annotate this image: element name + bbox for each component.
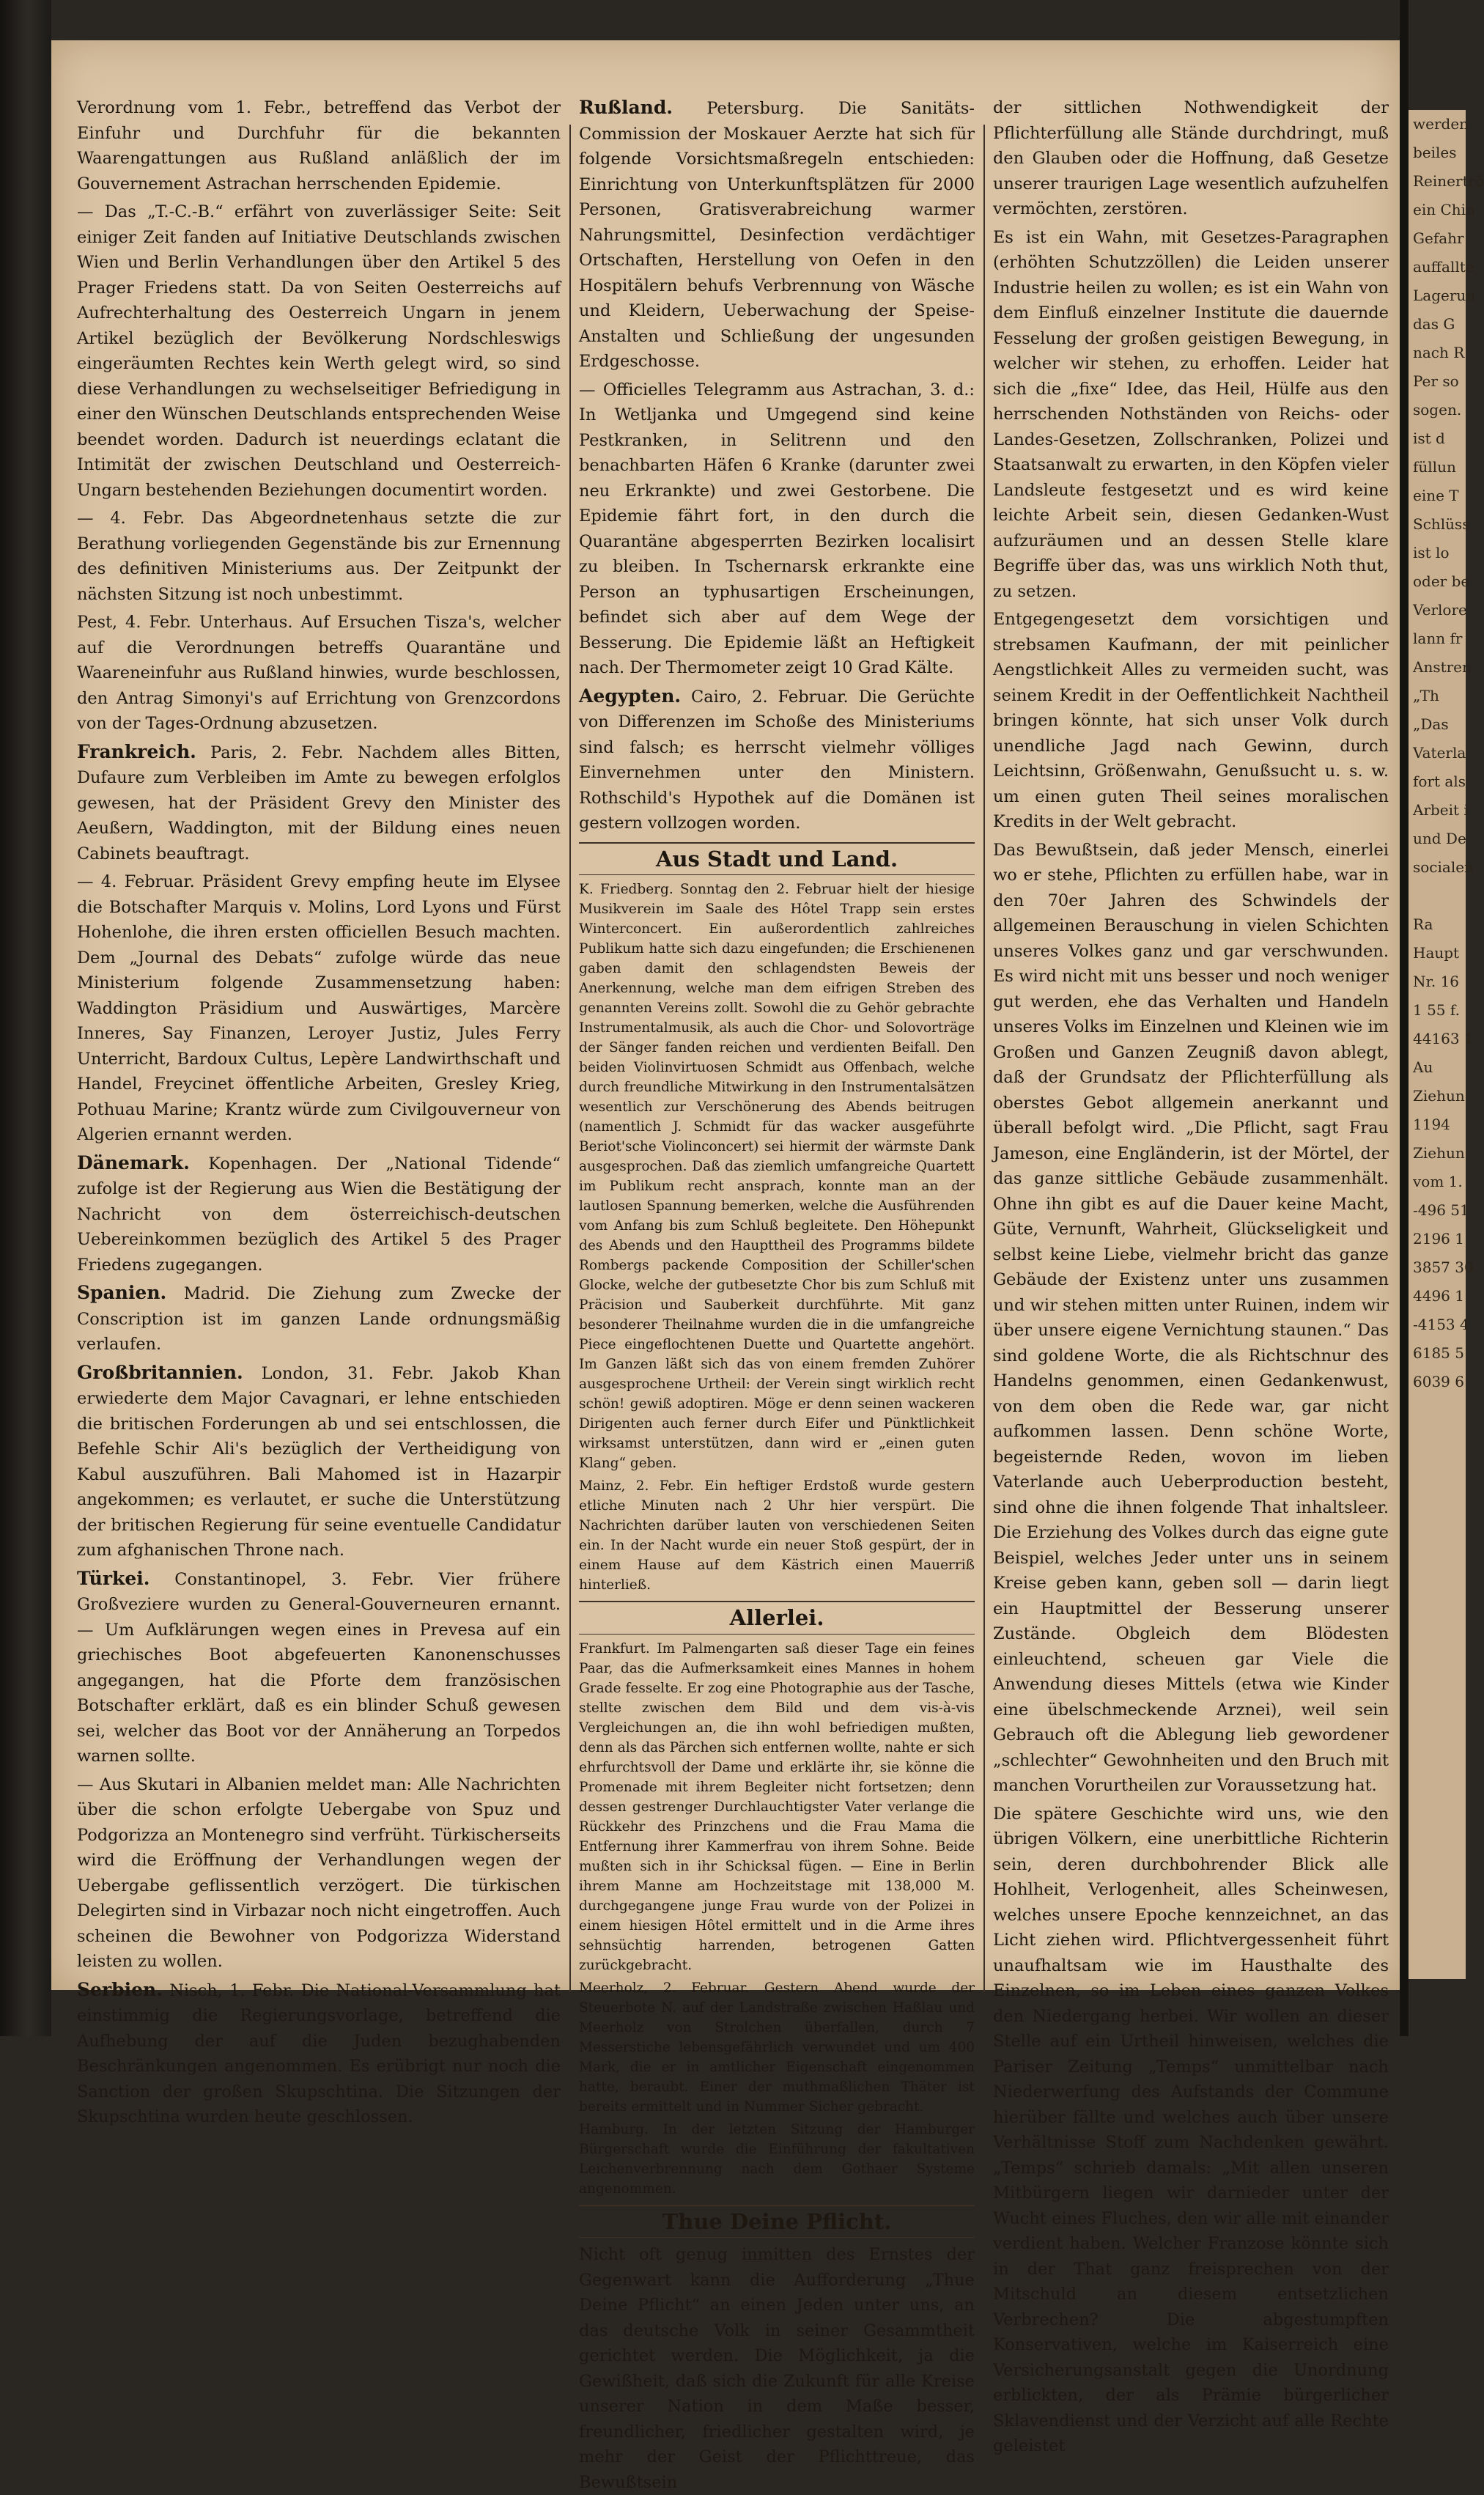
- article-paragraph: K. Friedberg. Sonntag den 2. Februar hielt der hiesige Musikverein im Saale des Hôtel Trapp sein erstes Winterconcert. Ein außerordentlich zahlreiches Publikum hatte sich dazu eingefunden; die Erschienenen gaben damit den schlagendsten Beweis der Anerkennung, welche man dem eifrigen Streben des genannten Vereins zollt. Sowohl die zu Gehör gebrachte Instrumentalmusik, als auch die Chor- und Solovorträge der Sänger fanden reichen und verdienten Beifall. Den beiden Violinvirtuosen Schmidt aus Offenbach, welche durch freundliche Mitwirkung in den Instrumentalsätzen wesentlich zur Verschönerung des Abends beitrugen (namentlich J. Schmidt für das wacker ausgeführte Beriot'sche Violinconcert) sei hiermit der wärmste Dank ausgesprochen. Daß das ziemlich umfangreiche Quartett im Publikum recht ansprach, konnte man an der lautlosen Spannung bemerken, welche die Ausführenden vom Anfang bis zum Schluß begleitete. Den Höhepunkt des Abends und den Haupttheil des Programms bildete Rombergs packende Composition der Schiller'schen Glocke, welche der gutbesetzte Chor bis zum Schluß mit Präcision und Sauberkeit durchführte. Mit ganz besonderer Theilnahme wurden die in die umfangreiche Piece eingeflochtenen Duette und Quartette angehört. Im Ganzen läßt sich das von einem fremden Zuhörer ausgesprochene Urtheil: der Verein singt wirklich recht schön! gewiß adoptiren. Möge er denn seinen wackeren Dirigenten auch ferner durch Eifer und Pünktlichkeit wirksamst unterstützen, dann wird er „einen guten Klang“ geben.: [579, 882, 975, 1471]
- adjacent-page-fragment: werden: [1413, 115, 1469, 133]
- article-paragraph: Es ist ein Wahn, mit Gesetzes-Paragraphen (erhöhten Schutzzöllen) die Leiden unserer Industrie heilen zu wollen; es ist ein Wahn von dem Einfluß einzelner Institute die dauernde Fesselung der großen geistigen Bewegung, in welcher wir stehen, zu erhoffen. Leider hat sich die „fixe“ Idee, das Heil, Hülfe aus den herrschenden Nothständen von Reichs- oder Landes-Gesetzen, Zollschranken, Polizei und Staatsanwalt zu erwarten, in den Köpfen vieler Landsleute festgesetzt und es wird keine leichte Arbeit sein, diesen Gedanken-Wust aufzuräumen und an dessen Stelle klare Begriffe über das, was uns wirklich Noth thut, zu setzen.: [993, 227, 1389, 601]
- adjacent-page-fragment: eine T: [1413, 487, 1459, 504]
- adjacent-page-fragment: Reinertrö: [1413, 172, 1484, 190]
- article-paragraph: [77, 1566, 561, 1769]
- adjacent-page-fragment: Nr. 16: [1413, 973, 1460, 990]
- page-gutter: [1400, 0, 1409, 2036]
- column-1: [77, 95, 561, 2126]
- adjacent-page-fragment: [1409, 882, 1466, 910]
- adjacent-page-fragment: 44163 1: [1413, 1030, 1474, 1047]
- adjacent-page-fragment: vom 1.: [1413, 1173, 1463, 1190]
- article-paragraph: [77, 1360, 561, 1563]
- section-heading-daenemark: Dänemark.: [77, 1151, 190, 1173]
- adjacent-page-fragment: 1194: [1413, 1116, 1450, 1133]
- section-heading-grossbritannien: Großbritannien.: [77, 1361, 243, 1383]
- adjacent-page-fragment: 6185 5: [1413, 1344, 1464, 1362]
- article-text: Petersburg. Die Sanitäts-Commission der Moskauer Aerzte hat sich für folgende Vorsichtsmaßregeln entschieden: Einrichtung von Unterkunftsplätzen für 2000 Personen, Gratisverabreichung warmer Nahrungsmittel, Desinfection verdächtiger Ortschaften, Herstellung von Oefen in den Hospitälern behufs Verbrennung von Wäsche und Kleidern, Ueberwachung der Speise-Anstalten und Schließung der ungesunden Erdgeschosse.: [579, 99, 975, 371]
- adjacent-page-fragment: sogen.: [1413, 401, 1462, 419]
- article-paragraph: — Officielles Telegramm aus Astrachan, 3. d.: In Wetljanka und Umgegend sind keine Pestkranken, in Selitrenn und den benachbarten Häfen 6 Kranke (darunter zwei neu Erkrankte) und zwei Gestorbene. Die Epidemie fährt fort, in den durch die Quarantäne abgesperrten Bezirken localisirt zu bleiben. In Tschernarsk erkrankte eine Person an typhusartigen Erscheinungen, befindet sich aber auf dem Wege der Besserung. Die Epidemie läßt an Heftigkeit nach. Der Thermometer zeigt 10 Grad Kälte.: [579, 380, 975, 677]
- adjacent-page-fragment: Verlore: [1413, 601, 1467, 619]
- adjacent-page-fragment: 4496 1: [1413, 1287, 1464, 1305]
- section-heading-frankreich: Frankreich.: [77, 740, 196, 762]
- adjacent-page-fragment: Gefahr: [1413, 229, 1464, 247]
- article-text: Madrid. Die Ziehung zum Zwecke der Conscription ist im ganzen Lande ordnungsmäßig verlaufen.: [77, 1284, 561, 1354]
- article-paragraph: Frankfurt. Im Palmengarten saß dieser Tage ein feines Paar, das die Aufmerksamkeit eines Mannes in hohem Grade fesselte. Er zog eine Photographie aus der Tasche, stellte zwischen dem Bild und dem vis-à-vis Vergleichungen an, die ihn wohl befriedigen mußten, denn als das Pärchen sich entfernen wollte, nahte er sich ehrfurchtsvoll der Dame und erklärte ihr, sie könne die Promenade mit ihrem Begleiter nicht fortsetzen; denn dessen gestrenger Durchlauchtigster Vater verlange die Rückkehr des Prinzchens und die Frau Mama die Entfernung ihrer Kammerfrau von ihrem Sohne. Beide mußten sich in ihr Schicksal fügen. — Eine in Berlin ihrem Manne am Hochzeitstage mit 138,000 M. durchgegangene junge Frau wurde von der Polizei in einem hiesigen Hôtel ermittelt und in die Arme ihres sehnsüchtig harrenden, betrogenen Gatten zurückgebracht.: [579, 1640, 975, 1973]
- article-paragraph: Nicht oft genug inmitten des Ernstes der Gegenwart kann die Aufforderung „Thue Deine Pflicht“ an einen Jeden unter uns, an das deutsche Volk in seiner Gesammtheit gerichtet werden. Die Möglichkeit, ja die Gewißheit, daß sich die Zukunft für alle Kreise unserer Nation in dem Maße besser, freundlicher, friedlicher gestalten wird, je mehr der Geist der Pflichttreue, das Bewußtsein: [579, 2245, 975, 2492]
- article-paragraph: Die spätere Geschichte wird uns, wie den übrigen Völkern, eine unerbittliche Richterin sein, deren durchbohrender Blick alle Hohlheit, Verlogenheit, alles Scheinwesen, welches unsere Epoche kennzeichnet, an das Licht ziehen wird. Pflichtvergessenheit führt unaufhaltsam wie im Hausthalte des Einzelnen, so im Leben eines ganzen Volkes den Niedergang herbei. Wir wollen an dieser Stelle auf ein Urtheil hinweisen, welches die Pariser Zeitung „Temps“ unmittelbar nach Niederwerfung des Aufstands der Commune hierüber fällte und welches auch über unsere Verhältnisse Stoff zum Nachdenken gewährt. „Temps“ schrieb damals: „Mit allen unseren Mitbürgern liegen wir darnieder unter der Wucht eines Fluches, den wir alle mit einander verdient haben. Welcher Franzose könnte sich in der That ganz freisprechen von der Mitschuld an diesem entsetzlichen Verbrechen? Die abgestumpften Konservativen, welche im Kaiserreich eine Versicherungsanstalt gegen die Unordnung erblickten, der als Prämie bürgerlicher Sklavendienst und der Verzicht auf alle Rechte geleistet: [993, 1804, 1389, 2455]
- adjacent-page-fragment: füllun: [1413, 458, 1456, 476]
- section-heading-serbien: Serbien.: [77, 1978, 163, 2000]
- section-heading-aegypten: Aegypten.: [579, 685, 682, 707]
- adjacent-page-edge: [1409, 110, 1484, 1979]
- column-rule-2: [983, 125, 985, 1992]
- adjacent-page-fragment: Anstren: [1413, 658, 1472, 676]
- section-heading-russland: Rußland.: [579, 97, 673, 118]
- article-paragraph: Das Bewußtsein, daß jeder Mensch, einerlei wo er stehe, Pflichten zu erfüllen habe, war in den 70er Jahren des Schwindels der allgemeinen Berauschung in vielen Schichten unseres Volkes ganz und gar verschwunden. Es wird nicht mit uns besser und noch weniger gut werden, ehe das Verhalten und Handeln unseres Volks im Einzelnen und Kleinen wie im Großen und Ganzen Zeugniß davon ablegt, daß der Grundsatz der Pflichterfüllung als oberstes Gebot allgemein anerkannt und überall befolgt wird. „Die Pflicht, sagt Frau Jameson, eine Engländerin, ist der Mörtel, der das ganze sittliche Gebäude zusammenhält. Ohne ihn gibt es auf die Dauer keine Macht, Güte, Vernunft, Wahrheit, Glückseligkeit und selbst keine Liebe, vielmehr bricht das ganze Gebäude der Existenz unter uns zusammen und wir stehen mitten unter Ruinen, indem wir über unsere eigene Vernichtung staunen.“ Das sind goldene Worte, die als Richtschnur des Handelns genommen, einen Gedankenwust, von dem oben die Rede war, gar nicht aufkommen lassen. Denn schöne Worte, begeisternde Reden, wovon im lieben Vaterlande auch Ueberproduction besteht, sind ohne die ihnen folgende That inhaltsleer. Die Erziehung des Volkes durch das eigne gute Beispiel, welches Jeder unter uns in seinem Kreise geben kann, geben soll — darin liegt ein Hauptmittel der Besserung unserer Zustände. Obgleich dem Blödesten einleuchtend, scheuen gar Viele die Anwendung dieses Mittels (etwa wie Kinder eine übelschmeckende Arznei), weil sein Gebrauch oft die Ablegung lieb gewordener „schlechter“ Gewohnheiten und den Bruch mit manchen Vorurtheilen zur Voraussetzung hat.: [993, 840, 1389, 1795]
- section-heading-tuerkei: Türkei.: [77, 1567, 150, 1589]
- column-3: [993, 95, 1389, 2455]
- adjacent-page-fragment: Haupt: [1413, 944, 1460, 962]
- adjacent-page-fragment: 1 55 f.: [1413, 1001, 1460, 1019]
- column-2: [579, 95, 975, 2492]
- section-title-allerlei: Allerlei.: [579, 1601, 975, 1635]
- adjacent-page-fragment: oder be: [1413, 572, 1470, 590]
- article-paragraph: [77, 1280, 561, 1357]
- adjacent-page-fragment: „Das: [1413, 715, 1449, 733]
- adjacent-page-fragment: 3857 30: [1413, 1258, 1474, 1276]
- adjacent-page-fragment: ist lo: [1413, 544, 1450, 561]
- adjacent-page-fragment: beiles: [1413, 144, 1457, 161]
- article-paragraph: Hamburg. In der letzten Sitzung der Hamburger Bürgerschaft wurde die Einführung der fakultativen Leichenverbrennung nach dem Gothaer Systeme angenommen.: [579, 2121, 975, 2197]
- adjacent-page-fragment: nach R: [1413, 344, 1465, 361]
- adjacent-page-fragment: fort als: [1413, 773, 1466, 790]
- article-text: Kopenhagen. Der „National Tidende“ zufolge ist der Regierung aus Wien die Bestätigung der Nachricht von dem österreichisch-deutschen Uebereinkommen bezüglich des Artikel 5 des Prager Friedens zugegangen.: [77, 1154, 561, 1275]
- article-paragraph: — Aus Skutari in Albanien meldet man: Alle Nachrichten über die schon erfolgte Uebergabe von Spuz und Podgorizza an Montenegro sind verfrüht. Türkischerseits wird die Eröffnung der Verhandlungen wegen der Uebergabe geflissentlich verzögert. Die türkischen Delegirten sind in Virbazar noch nicht eingetroffen. Auch scheinen die Bewohner von Podgorizza Widerstand leisten zu wollen.: [77, 1774, 561, 1971]
- adjacent-page-fragment: 2196 1: [1413, 1230, 1464, 1248]
- article-paragraph: — 4. Febr. Das Abgeordnetenhaus setzte die zur Berathung vorliegenden Gegenstände bis zur Ernennung des definitiven Ministeriums aus. Der Zeitpunkt der nächsten Sitzung ist noch unbestimmt.: [77, 509, 561, 604]
- article-paragraph: [77, 1151, 561, 1278]
- section-title-aus-stadt-und-land: Aus Stadt und Land.: [579, 842, 975, 876]
- adjacent-page-fragment: socialen: [1413, 858, 1474, 876]
- adjacent-page-fragment: 6039 6: [1413, 1373, 1464, 1390]
- article-text: London, 31. Febr. Jakob Khan erwiederte dem Major Cavagnari, er lehne entschieden die britischen Forderungen ab und sei entschlossen, die Befehle Schir Ali's bezüglich der Vertheidigung von Kabul auszuführen. Bali Mahomed ist in Hazarpir angekommen; es verlautet, er suche die Unterstützung der britischen Regierung für seine eventuelle Candidatur zum afghanischen Throne nach.: [77, 1363, 561, 1560]
- adjacent-page-fragment: Vaterla: [1413, 744, 1466, 762]
- adjacent-page-fragment: -4153 4: [1413, 1316, 1469, 1333]
- adjacent-page-fragment: Ra: [1413, 915, 1433, 933]
- adjacent-page-fragment: Schlüss: [1413, 515, 1470, 533]
- adjacent-page-fragment: das G: [1413, 315, 1455, 333]
- adjacent-page-fragment: „Th: [1413, 687, 1439, 704]
- adjacent-page-fragment: lann fr: [1413, 630, 1463, 647]
- adjacent-page-fragment: Ziehun: [1413, 1144, 1465, 1162]
- article-paragraph: — Das „T.-C.-B.“ erfährt von zuverlässiger Seite: Seit einiger Zeit fanden auf Initiative Deutschlands zwischen Wien und Berlin Verhandlungen über den Artikel 5 des Prager Friedens statt. Da von Seiten Oesterreichs auf Aufrechterhaltung des Oesterreich Ungarn in jenem Artikel bezüglich der Bevölkerung Nordschleswigs eingeräumten Rechtes kein Werth gelegt wird, so sind diese Verhandlungen zu wechselseitiger Befriedigung in einer den Wünschen Deutschlands entsprechenden Weise beendet worden. Dadurch ist neuerdings eclatant die Intimität der zwischen Deutschland und Oesterreich-Ungarn bestehenden Beziehungen documentirt worden.: [77, 202, 561, 500]
- section-title-thue-deine-pflicht: Thue Deine Pflicht.: [579, 2205, 975, 2238]
- article-text: Nisch, 1. Febr. Die National-Versammlung hat einstimmig die Regierungsvorlage, betreffend die Aufhebung der auf die Juden bezughabenden Beschränkungen angenommen. Es erübrigt nur noch die Sanction der großen Skupschtina. Die Sitzungen der Skupschtina wurden heute geschlossen.: [77, 1980, 561, 2126]
- adjacent-page-fragment: und De: [1413, 830, 1466, 847]
- article-paragraph: Verordnung vom 1. Febr., betreffend das Verbot der Einfuhr und Durchfuhr für die bekannten Waarengattungen aus Rußland anläßlich der im Gouvernement Astrachan herrschenden Epidemie.: [77, 98, 561, 194]
- adjacent-page-fragment: Au: [1413, 1058, 1433, 1076]
- article-text: Cairo, 2. Februar. Die Gerüchte von Differenzen im Schoße des Ministeriums sind falsch; es herrscht vielmehr völliges Einvernehmen unter den Ministern. Rothschild's Hypothek auf die Domänen ist gestern vollzogen worden.: [579, 687, 975, 833]
- adjacent-page-fragment: Arbeit i: [1413, 801, 1469, 819]
- book-binding: [0, 0, 51, 2036]
- adjacent-page-fragment: Per so: [1413, 372, 1459, 390]
- article-paragraph: Entgegengesetzt dem vorsichtigen und strebsamen Kaufmann, der mit peinlicher Aengstlichkeit Alles zu vermeiden sucht, was seinem Kredit in der Oeffentlichkeit Nachtheil bringen könnte, hat sich unser Volk durch unendliche Jagd nach Gewinn, durch Leichtsinn, Größenwahn, Genußsucht u. s. w. um einen guten Theil seines moralischen Kredits in der Welt gebracht.: [993, 610, 1389, 831]
- article-paragraph: [579, 684, 975, 836]
- column-rule-1: [569, 125, 571, 1992]
- adjacent-page-fragment: Lagerun: [1413, 287, 1476, 304]
- article-paragraph: [579, 95, 975, 375]
- article-paragraph: Meerholz, 2. Februar. Gestern Abend wurde der Steuerbote N. auf der Landstraße zwischen Haßlau und Meerholz von Strolchen überfallen, durch 7 Messerstiche lebensgefährlich verwundet und um 400 Mark, die er in amtlicher Eigenschaft eingenommen hatte, beraubt. Einer der muthmaßlichen Thäter ist bereits ermittelt und in Nummer Sicher gebracht.: [579, 1980, 975, 2115]
- article-paragraph: [77, 740, 561, 867]
- adjacent-page-fragment: ist d: [1413, 430, 1445, 447]
- article-text: Paris, 2. Febr. Nachdem alles Bitten, Dufaure zum Verbleiben im Amte zu bewegen erfolglos gewesen, hat der Präsident Grevy den Minister des Aeußern, Waddington, mit der Bildung eines neuen Cabinets beauftragt.: [77, 742, 561, 863]
- article-paragraph: der sittlichen Nothwendigkeit der Pflichterfüllung alle Stände durchdringt, muß den Glauben oder die Hoffnung, daß Gesetze unserer traurigen Lage wesentlich aufzuhelfen vermöchten, zerstören.: [993, 98, 1389, 218]
- adjacent-page-fragment: Ziehun: [1413, 1087, 1465, 1105]
- article-paragraph: Mainz, 2. Febr. Ein heftiger Erdstoß wurde gestern etliche Minuten nach 2 Uhr hier verspürt. Die Nachrichten darüber lauten von verschiedenen Seiten ein. In der Nacht wurde ein neuer Stoß gespürt, der in einem Hause auf dem Kästrich einen Mauerriß hinterließ.: [579, 1478, 975, 1593]
- article-paragraph: — 4. Februar. Präsident Grevy empfing heute im Elysee die Botschafter Marquis v. Molins, Lord Lyons und Fürst Hohenlohe, die ihren ersten officiellen Besuch machten. Dem „Journal des Debats“ zufolge würde das neue Ministerium folgende Zusammensetzung haben: Waddington Präsidium und Auswärtiges, Marcère Inneres, Say Finanzen, Leroyer Justiz, Jules Ferry Unterricht, Bardoux Cultus, Lepère Landwirthschaft und Handel, Freycinet öffentliche Arbeiten, Gresley Krieg, Pothuau Marine; Krantz würde zum Civilgouverneur von Algerien ernannt werden.: [77, 872, 561, 1144]
- adjacent-page-fragment: ein Chin: [1413, 201, 1475, 218]
- adjacent-page-fragment: auffallte: [1413, 258, 1474, 276]
- article-text: Constantinopel, 3. Febr. Vier frühere Großveziere wurden zu General-Gouverneuren ernannt. — Um Aufklärungen wegen eines in Prevesa auf ein griechisches Boot abgefeuerten Kanonenschusses angegangen, hat die Pforte dem französischen Botschafter erklärt, daß es ein blinder Schuß gewesen sei, welcher das Boot vor der Annäherung an Torpedos warnen sollte.: [77, 1569, 561, 1766]
- article-paragraph: [77, 1978, 561, 2130]
- adjacent-page-fragment: -496 51: [1413, 1201, 1469, 1219]
- article-paragraph: Pest, 4. Febr. Unterhaus. Auf Ersuchen Tisza's, welcher auf die Verordnungen betreffs Quarantäne und Waareneinfuhr aus Rußland hinwies, wurde beschlossen, den Antrag Simonyi's auf Errichtung von Grenzcordons von der Tages-Ordnung abzusetzen.: [77, 613, 561, 733]
- section-heading-spanien: Spanien.: [77, 1282, 167, 1303]
